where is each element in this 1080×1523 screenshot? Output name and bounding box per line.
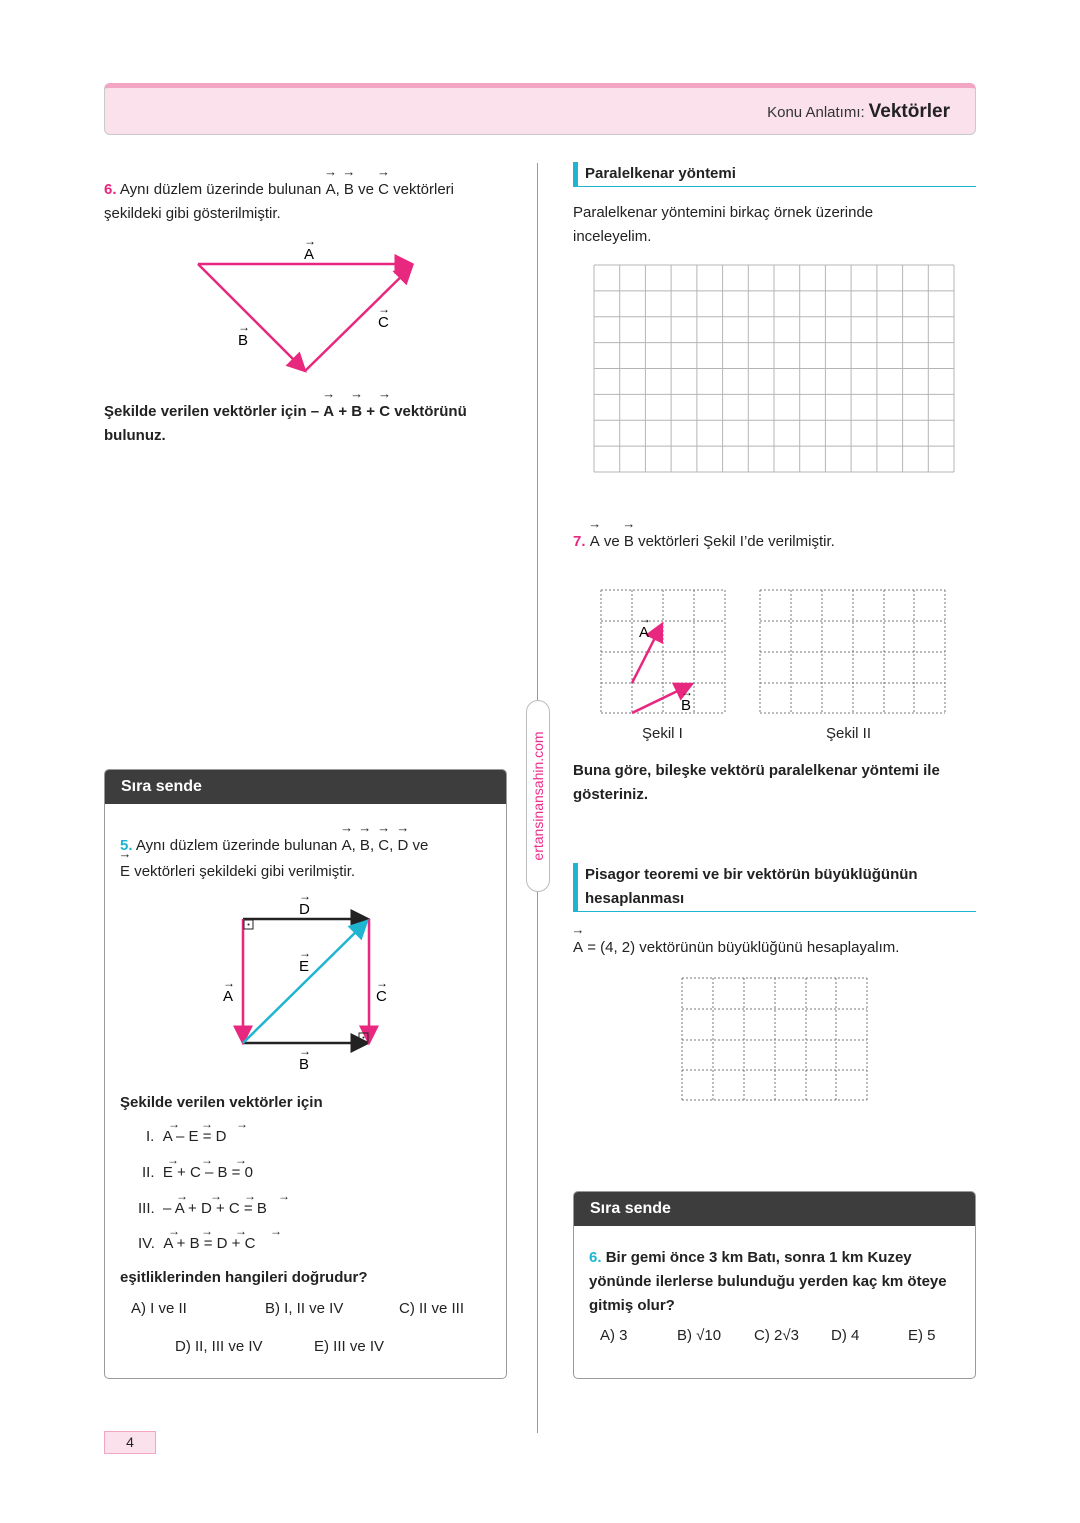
q6-question-pre: Şekilde verilen vektörler için [104, 403, 307, 420]
q5-number: 5. [120, 837, 133, 854]
right-sira-sende-title: Sıra sende [574, 1192, 975, 1226]
q6-label-c: C [378, 314, 389, 331]
paralel-body: Paralelkenar yöntemini birkaç örnek üzerinde inceleyelim. [573, 204, 874, 245]
q5-item-4-expr: A + B = D + C [163, 1235, 256, 1252]
svg-text:→: → [201, 1153, 213, 1167]
q5-choice-d[interactable]: D) II, III ve IV [175, 1338, 263, 1355]
q6-q-minus: – [310, 403, 320, 420]
q5-choice-c[interactable]: C) II ve III [399, 1300, 465, 1317]
q5-item-4-roman: IV. [138, 1235, 155, 1252]
q6-vector-b-line [198, 264, 305, 371]
q5-label-a: A [223, 988, 234, 1005]
q5-items-arrows [160, 1114, 310, 1254]
q6-label-a: A [304, 246, 315, 263]
q7-ve: ve [603, 533, 620, 550]
svg-text:→: → [167, 1153, 179, 1167]
q6b-question [589, 1246, 964, 1318]
q6-intro-text: Aynı düzlem üzerinde bulunan [119, 181, 322, 198]
q6b-choice-b[interactable]: B) √10 [677, 1327, 722, 1344]
side-website-text: ertansinansahin.com [530, 731, 546, 861]
q6-intro-end: vektörleri [393, 181, 454, 198]
q6-q-plus2: + [366, 403, 376, 420]
q7-figure-1-grid [598, 587, 728, 717]
q5-item-3-expr: – A + D + C = B [163, 1200, 267, 1217]
header-topic: Vektörler [868, 101, 950, 122]
q7-intro [573, 528, 835, 554]
q6-question [104, 398, 524, 448]
q5-item-3-roman: III. [138, 1200, 155, 1217]
q6b-choice-c[interactable]: C) 2√3 [754, 1327, 799, 1344]
svg-text:→: → [270, 1224, 282, 1238]
svg-text:→: → [299, 1044, 311, 1058]
q5-ask: eşitliklerinden hangileri doğrudur? [120, 1269, 368, 1286]
q6-q-vec-a: → A [323, 398, 334, 424]
q6-ve: ve [358, 181, 374, 198]
q5-intro: 5. Aynı düzlem üzerinde bulunan → A, → B, → C, → D ve → E vektörleri şekildeki gibi verilmiştir. [120, 832, 495, 884]
q5-vec-b: → B [360, 832, 370, 858]
q7-number: 7. [573, 533, 586, 550]
q6-vec-b: → B [344, 176, 354, 202]
pisagor-vec: → A [573, 934, 583, 960]
q6-q-vec-b: → B [351, 398, 362, 424]
q7-question: Buna göre, bileşke vektörü paralelkenar yöntemi ile gösteriniz. [573, 762, 940, 803]
q5-item-1-expr: A – E = D [162, 1128, 227, 1145]
svg-text:→: → [235, 1224, 247, 1238]
q5-intro-text: Aynı düzlem üzerinde bulunan [135, 837, 338, 854]
q5-choice-e[interactable]: E) III ve IV [314, 1338, 385, 1355]
paralel-heading: Paralelkenar yöntemi [573, 162, 976, 187]
q5-vec-d: → D [397, 832, 408, 858]
q6b-choice-a[interactable]: A) 3 [600, 1327, 628, 1344]
q5-label-e: E [299, 958, 310, 975]
q7-text: vektörleri Şekil I’de verilmiştir. [638, 533, 835, 550]
svg-text:→: → [681, 685, 693, 699]
q6-question-post: vektörünü [394, 403, 467, 420]
q5-choice-b[interactable]: B) I, II ve IV [265, 1300, 344, 1317]
q5-line2: vektörleri şekildeki gibi verilmiştir. [134, 863, 356, 880]
header-prefix: Konu Anlatımı: [767, 104, 865, 121]
q6-q-vec-c: → C [379, 398, 390, 424]
svg-text:→: → [639, 612, 651, 626]
page-number: 4 [104, 1431, 156, 1454]
q5-item-1-roman: I. [146, 1128, 155, 1145]
q7-vec-a: → A [590, 528, 600, 554]
q5-ve: ve [412, 837, 429, 854]
q6-line2: şekildeki gibi gösterilmiştir. [104, 205, 281, 222]
q6-label-b: B [238, 332, 249, 349]
q7-label-a: A [639, 624, 650, 641]
q6-vector-c-line [305, 266, 412, 371]
svg-text:→: → [278, 1189, 290, 1203]
q7-vec-b: → B [624, 528, 634, 554]
pisagor-text [573, 934, 899, 960]
svg-text:→: → [376, 976, 388, 990]
svg-text:→: → [299, 893, 311, 903]
q6b-number: 6. [589, 1249, 602, 1266]
svg-text:→: → [235, 1153, 247, 1167]
header-title [767, 101, 950, 123]
q6-q-plus1: + [338, 403, 348, 420]
paralel-grid [593, 264, 955, 473]
q6-vec-c: → C [378, 176, 389, 202]
q6-intro [104, 176, 524, 226]
q5-item-2-expr: E + C – B = 0 [162, 1164, 253, 1181]
q5-vec-c: → C [378, 832, 389, 858]
q6-arrow-a: → [304, 235, 316, 248]
svg-text:→: → [201, 1117, 213, 1131]
q7-figure-2-grid [757, 587, 947, 717]
svg-text:→: → [210, 1189, 222, 1203]
svg-text:→: → [299, 946, 311, 960]
q5-vector-e-line [243, 921, 367, 1043]
q6-question-line2: bulunuz. [104, 427, 166, 444]
q6b-question-text: Bir gemi önce 3 km Batı, sonra 1 km Kuzey yönünde ilerlerse bulunduğu yerden kaç km öteye gitmiş olur? [589, 1249, 947, 1314]
pisagor-body: = (4, 2) vektörünün büyüklüğünü hesaplayalım. [587, 939, 900, 956]
q6-triangle-figure [180, 235, 440, 380]
q5-vec-e: → E [120, 858, 130, 884]
q6b-choice-e[interactable]: E) 5 [908, 1327, 936, 1344]
pisagor-grid [679, 975, 869, 1103]
q7-figure-2-caption: Şekil II [826, 725, 872, 742]
q6-sep: , [335, 181, 340, 198]
q7-label-b: B [681, 697, 692, 714]
q5-item-2-roman: II. [142, 1164, 155, 1181]
left-sira-sende-title: Sıra sende [105, 770, 506, 804]
q5-label-c: C [376, 988, 387, 1005]
q6-number: 6. [104, 181, 117, 198]
svg-text:→: → [244, 1189, 256, 1203]
q6-arrow-c: → [378, 302, 390, 316]
q6-arrow-b: → [238, 320, 250, 334]
svg-text:→: → [201, 1224, 213, 1238]
svg-text:→: → [176, 1189, 188, 1203]
q5-label-b: B [299, 1056, 310, 1073]
svg-text:→: → [236, 1117, 248, 1131]
q5-question: Şekilde verilen vektörler için [120, 1094, 323, 1111]
q5-vec-a: → A [342, 832, 352, 858]
q5-label-d: D [299, 901, 310, 918]
q6b-choice-d[interactable]: D) 4 [831, 1327, 860, 1344]
pisagor-heading: Pisagor teoremi ve bir vektörün büyüklüğünün hesaplanması [573, 863, 976, 912]
svg-text:→: → [168, 1224, 180, 1238]
q6-vec-a: → A [326, 176, 336, 202]
q5-square-figure [210, 893, 400, 1073]
svg-text:→: → [168, 1117, 180, 1131]
q5-choice-a[interactable]: A) I ve II [131, 1300, 187, 1317]
q7-figure-1-caption: Şekil I [642, 725, 683, 742]
svg-text:→: → [223, 976, 235, 990]
